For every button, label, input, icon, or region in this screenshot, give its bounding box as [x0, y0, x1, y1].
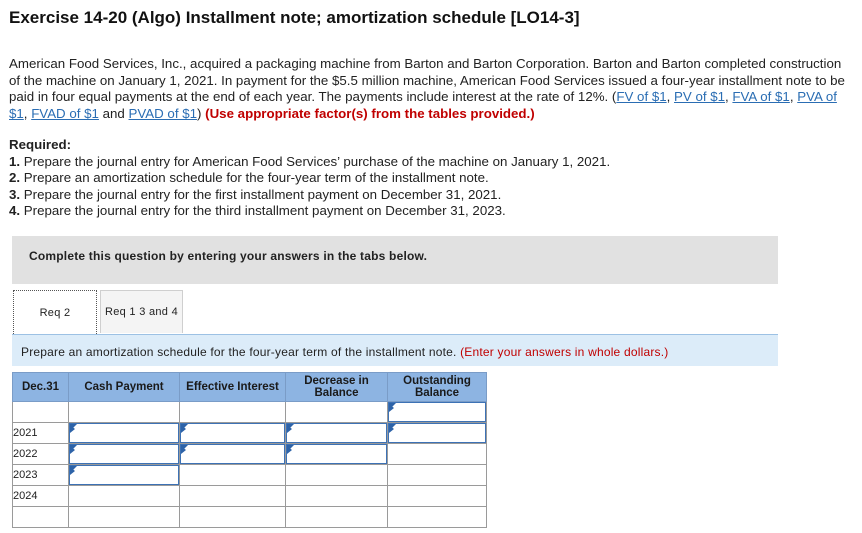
cash-payment-input[interactable] [69, 423, 180, 444]
table-row [13, 486, 487, 507]
header-decrease-in-balance: Decrease in Balance [286, 373, 388, 402]
effective-interest-input[interactable] [180, 423, 286, 444]
table-row [13, 507, 487, 528]
year-cell: 2024 [13, 486, 69, 507]
link-pva-of-1[interactable]: PVA of $1 [9, 89, 837, 121]
table-row [13, 423, 487, 444]
instruction-note: (Enter your answers in whole dollars.) [460, 345, 669, 359]
link-fvad-of-1[interactable]: FVAD of $1 [31, 105, 99, 121]
header-dec31: Dec.31 [13, 373, 69, 402]
header-effective-interest: Effective Interest [180, 373, 286, 402]
intro-text: American Food Services, Inc., acquired a packaging machine from Barton and Barton Corporation. Barton and Barton completed construction of the machine on January 1, 2021. In payment for the $5.5 million machine, American Food Services issued a four-year installment note to be paid in four equal payments at the end of each year. The payments include interest at the rate of 12%. ( [9, 56, 845, 104]
required-section [9, 137, 854, 220]
tab-req-1-3-and-4[interactable]: Req 1 3 and 4 [100, 290, 183, 333]
outstanding-balance-input[interactable] [388, 423, 487, 444]
decrease-in-balance-input[interactable] [286, 423, 388, 444]
complete-question-banner: Complete this question by entering your answers in the tabs below. [12, 236, 778, 284]
header-outstanding-balance: Outstanding Balance [388, 373, 487, 402]
required-item: 1. Prepare the journal entry for American Food Services’ purchase of the machine on January 1, 2021. [9, 153, 611, 169]
required-heading: Required: [9, 137, 72, 152]
link-fva-of-1[interactable]: FVA of $1 [732, 89, 790, 104]
cash-payment-input[interactable] [69, 465, 180, 486]
year-cell: 2023 [13, 465, 69, 486]
problem-intro: American Food Services, Inc., acquired a packaging machine from Barton and Barton Corporation. Barton and Barton completed construction of the machine on January 1, 2021. In payment for the $5.5 million machine, American Food Services issued a four-year installment note to be paid in four equal payments at the end of each year. The payments include interest at the rate of 12%. (FV of $1, PV of $1, FVA of $1, PVA of $1, FVAD of $1 and PVAD of $1) (Use appropriate factor(s) from the tables provided.) [9, 56, 845, 121]
year-cell: 2022 [13, 444, 69, 465]
table-header-row [13, 373, 487, 402]
cash-payment-input[interactable] [69, 444, 180, 465]
table-row [13, 444, 487, 465]
required-item: 3. Prepare the journal entry for the first installment payment on December 31, 2021. [9, 186, 502, 202]
link-pv-of-1[interactable]: PV of $1 [674, 89, 726, 104]
factor-instruction: (Use appropriate factor(s) from the tables provided.) [205, 105, 535, 121]
header-cash-payment: Cash Payment [69, 373, 180, 402]
decrease-in-balance-input[interactable] [286, 444, 388, 465]
amortization-table [12, 372, 487, 528]
link-pvad-of-1[interactable]: PVAD of $1 [128, 105, 198, 121]
year-cell: 2021 [13, 423, 69, 444]
opening-balance-input[interactable] [388, 402, 487, 423]
effective-interest-input[interactable] [180, 444, 286, 465]
required-item: 2. Prepare an amortization schedule for the four-year term of the installment note. [9, 170, 489, 185]
table-row [13, 402, 487, 423]
link-fv-of-1[interactable]: FV of $1 [616, 89, 667, 104]
tab-req-2[interactable]: Req 2 [13, 290, 97, 334]
required-item: 4. Prepare the journal entry for the third installment payment on December 31, 2023. [9, 203, 506, 218]
table-row [13, 465, 487, 486]
page-title: Exercise 14-20 (Algo) Installment note; amortization schedule [LO14-3] [9, 8, 580, 27]
instruction-bar: Prepare an amortization schedule for the four-year term of the installment note. (Enter your answers in whole dollars.) [12, 334, 778, 366]
